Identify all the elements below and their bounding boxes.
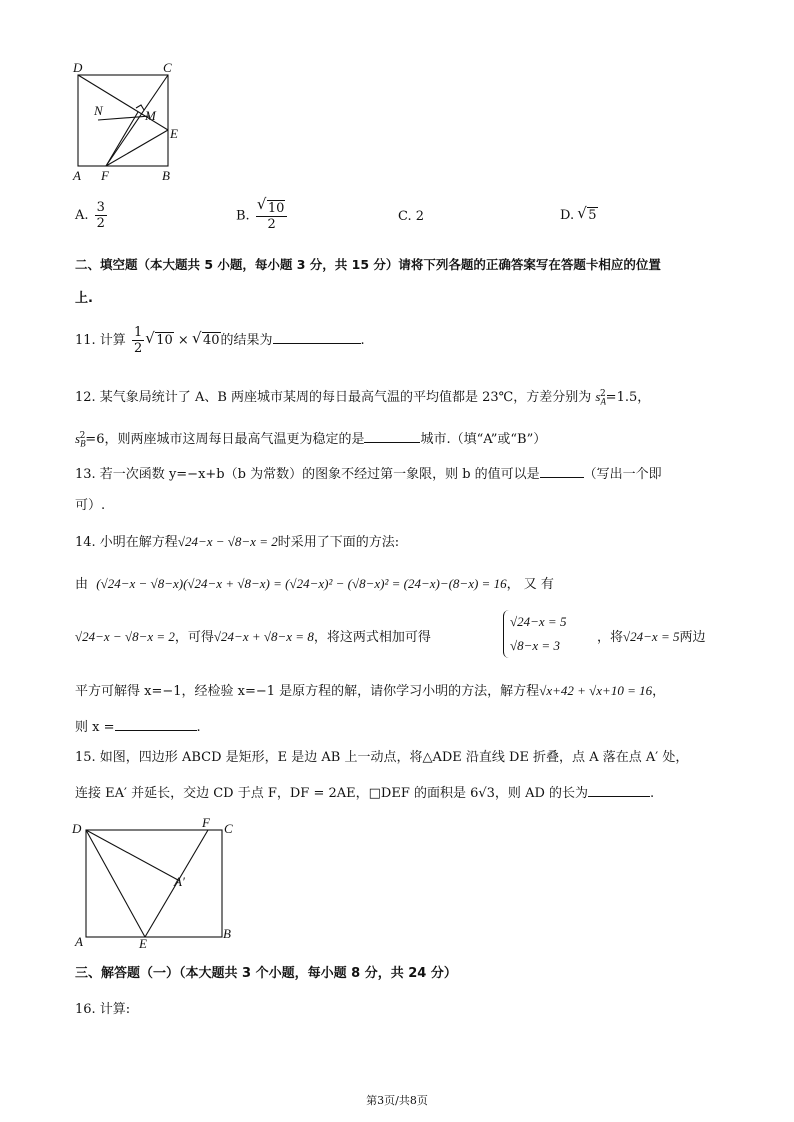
label-E: E [170, 126, 178, 141]
answer-blank-11[interactable] [273, 331, 361, 344]
label-B: B [223, 926, 231, 941]
choice-b-fraction: √ $\frac{10}{2}$ [256, 200, 288, 232]
question-14-line2: 由 (√24−x − √8−x)(√24−x + √8−x) = (√24−x)² − (√8−x)² = (24−x)−(8−x) = 16， 又 有 [75, 576, 554, 592]
label-M: M [145, 108, 156, 123]
section2-heading-cont: 上. [75, 291, 93, 306]
question-14-line5: 则 x = . [75, 720, 201, 735]
label-F: F [202, 815, 210, 830]
label-C: C [224, 821, 233, 836]
choice-c: C. 2 [398, 209, 425, 224]
label-A: A [73, 168, 81, 183]
question-14-line4: 平方可解得 x=−1，经检验 x=−1 是原方程的解，请你学习小明的方法，解方程√x+42 + √x+10 = 16， [75, 683, 666, 699]
question-14-system: √24−x = 5 √8−x = 3 [503, 610, 566, 658]
choice-a: A. $\frac{3}{2}$ [75, 200, 105, 231]
section3-heading: 三、解答题（一）（本大题共 3 个小题，每小题 8 分，共 24 分） [75, 966, 457, 981]
label-D: D [72, 821, 82, 836]
question-11: 11. 计算 $\frac{1}{2}$ √ 10 × √ 40的结果为 . [75, 325, 365, 356]
label-D: D [73, 60, 83, 75]
question-15-line2: 连接 EA′ 并延长，交边 CD 于点 F，DF = 2AE，□DEF 的面积是 6√3，则 AD 的长为 . [75, 786, 655, 801]
question-12: 12. 某气象局统计了 A、B 两座城市某周的每日最高气温的平均值都是 23℃，方差分别为 $s_A^2=1.5$， [75, 388, 651, 407]
label-A: A [75, 934, 83, 949]
page-number: 第3页/共8页 [366, 1094, 428, 1107]
question-12-line2: $s_B^2=6$，则两座城市这周每日最高气温更为稳定的是 城市.（填“A”或“B”） [75, 430, 547, 449]
answer-blank-15[interactable] [588, 784, 650, 797]
figure-square-dcba [60, 58, 200, 188]
question-14-line3-tail: ，将√24−x = 5两边 [597, 629, 706, 645]
choice-a-fraction: $\frac{3}{2}$ [96, 200, 105, 231]
figure-rectangle-abcd [60, 812, 250, 952]
section2-heading: 二、填空题（本大题共 5 小题，每小题 3 分，共 15 分）请将下列各题的正确答案写在答题卡相应的位置 [75, 257, 661, 272]
question-13: 13. 若一次函数 y=−x+b（b 为常数）的图象不经过第一象限，则 b 的值可以是 （写出一个即 [75, 467, 662, 482]
answer-blank-13[interactable] [540, 465, 584, 478]
label-E: E [139, 936, 147, 951]
label-A-prime: A′ [174, 874, 185, 889]
label-C: C [163, 60, 172, 75]
question-13-line2: 可）. [75, 498, 106, 513]
question-14: 14. 小明在解方程√24−x − √8−x = 2时采用了下面的方法: [75, 534, 400, 550]
label-F: F [101, 168, 109, 183]
question-14-line3: √24−x − √8−x = 2，可得√24−x + √8−x = 8，将这两式相加可得 [75, 629, 431, 645]
question-15: 15. 如图，四边形 ABCD 是矩形，E 是边 AB 上一动点，将△ADE 沿直线 DE 折叠，点 A 落在点 A′ 处， [75, 750, 689, 765]
label-N: N [94, 103, 103, 118]
question-16: 16. 计算: [75, 1002, 131, 1017]
choice-b: B. √ $\frac{10}{2}$ [236, 200, 289, 232]
answer-blank-14[interactable] [115, 718, 197, 731]
choice-d: D. √ 5 [560, 207, 598, 223]
label-B: B [162, 168, 170, 183]
answer-blank-12[interactable] [364, 430, 420, 443]
